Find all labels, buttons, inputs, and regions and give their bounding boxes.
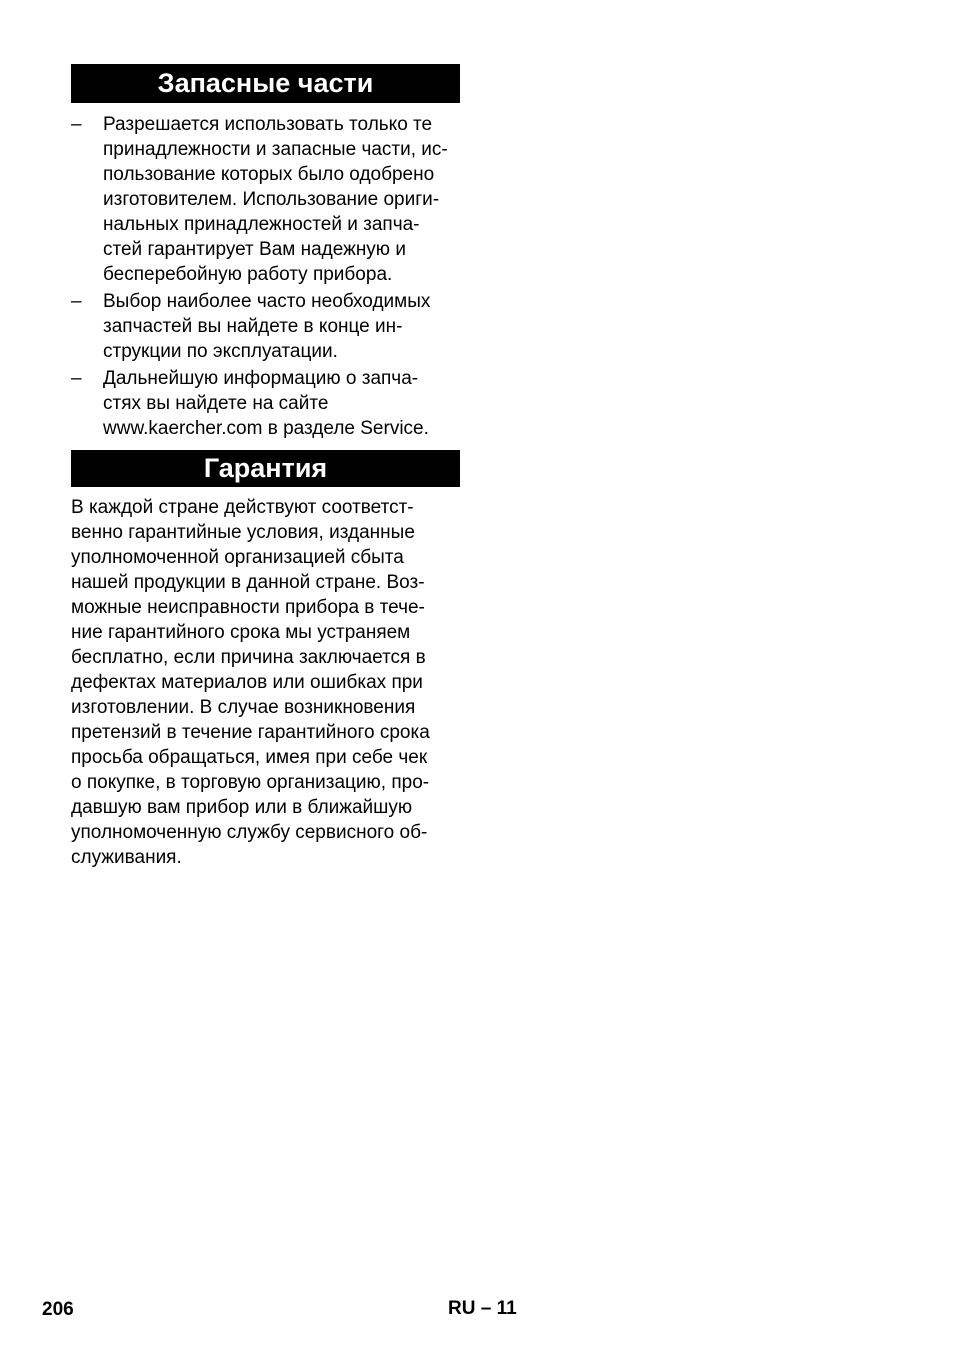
- text-line: можные неисправности прибора в тече-: [71, 597, 425, 618]
- text-line: ние гарантийного срока мы устраняем: [71, 622, 411, 643]
- text-line: Дальнейшую информацию о запча-: [103, 368, 419, 389]
- content-column: [71, 64, 460, 870]
- text-line: Выбор наиболее часто необходимых: [103, 291, 431, 312]
- text-line: струкции по эксплуатации.: [103, 341, 338, 362]
- text-line: пользование которых было одобрено: [103, 164, 435, 185]
- page-number: 206: [42, 1299, 74, 1320]
- text-line: Разрешается использовать только те: [103, 114, 433, 135]
- bullet-dash: –: [71, 368, 82, 389]
- text-line: изготовителем. Использование ориги-: [103, 189, 440, 210]
- list-item: [71, 112, 460, 287]
- text-line: уполномоченную службу сервисного об-: [71, 822, 428, 843]
- text-line: стей гарантирует Вам надежную и: [103, 239, 406, 260]
- text-line: запчастей вы найдете в конце ин-: [103, 316, 403, 337]
- list-item: [71, 366, 460, 441]
- list-item-text: [103, 366, 429, 441]
- text-line: просьба обращаться, имея при себе чек: [71, 747, 428, 768]
- section-page-number: RU – 11: [448, 1298, 517, 1319]
- text-line: претензий в течение гарантийного срока: [71, 722, 430, 743]
- text-line: нашей продукции в данной стране. Воз-: [71, 572, 425, 593]
- text-line: служивания.: [71, 847, 182, 868]
- text-line: www.kaercher.com в разделе Service.: [103, 418, 429, 439]
- text-line: В каждой стране действуют соответст-: [71, 497, 414, 518]
- text-line: уполномоченной организацией сбыта: [71, 547, 404, 568]
- text-line: венно гарантийные условия, изданные: [71, 522, 415, 543]
- text-line: давшую вам прибор или в ближайшую: [71, 797, 413, 818]
- text-line: бесплатно, если причина заключается в: [71, 647, 426, 668]
- text-line: нальных принадлежностей и запча-: [103, 214, 420, 235]
- spare-parts-heading: Запасные части: [71, 64, 460, 103]
- list-item-text: [103, 289, 430, 364]
- list-item: [71, 289, 460, 364]
- text-line: принадлежности и запасные части, ис-: [103, 139, 448, 160]
- text-line: бесперебойную работу прибора.: [103, 264, 393, 285]
- spare-parts-list: [71, 112, 460, 441]
- list-item-text: [103, 112, 448, 287]
- text-line: стях вы найдете на сайте: [103, 393, 329, 414]
- text-line: изготовлении. В случае возникновения: [71, 697, 416, 718]
- bullet-dash: –: [71, 114, 82, 135]
- warranty-heading: Гарантия: [71, 450, 460, 487]
- text-line: дефектах материалов или ошибках при: [71, 672, 423, 693]
- warranty-paragraph: [71, 495, 460, 870]
- text-line: о покупке, в торговую организацию, про-: [71, 772, 430, 793]
- bullet-dash: –: [71, 291, 82, 312]
